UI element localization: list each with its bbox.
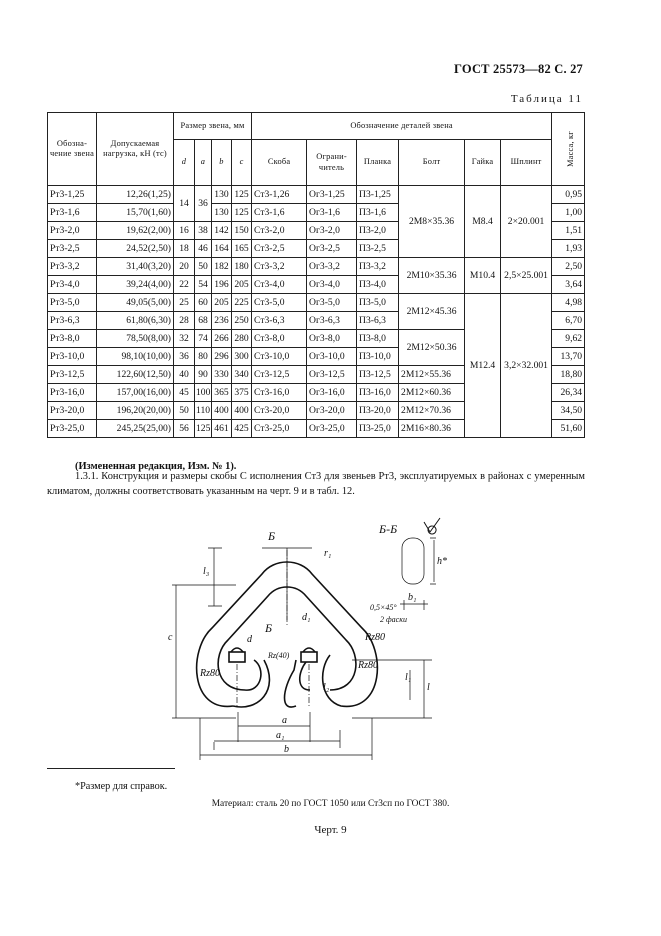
label-l2: l₂ — [323, 682, 330, 693]
col-shplint: Шплинт — [501, 140, 552, 186]
drawing-labels — [168, 522, 447, 755]
cell: Ст3-6,3 — [252, 312, 307, 330]
cell: 2М12×55.36 — [399, 366, 465, 384]
amendment-note: (Измененная редакция, Изм. № 1). — [75, 461, 237, 472]
label-h: h* — [437, 556, 447, 567]
page-header: ГОСТ 25573—82 С. 27 — [454, 62, 583, 76]
col-planka: Планка — [357, 140, 399, 186]
cell: 400 — [212, 402, 232, 420]
cell: Рт3-20,0 — [48, 402, 97, 420]
cell: 50 — [174, 402, 195, 420]
cell: 18,80 — [552, 366, 585, 384]
cell: 142 — [212, 222, 232, 240]
label-rz80-right: Rz80 — [358, 660, 378, 671]
cell: 34,50 — [552, 402, 585, 420]
cell: 205 — [232, 276, 252, 294]
cell: 296 — [212, 348, 232, 366]
col-ogranichitel: Ограни- читель — [307, 140, 357, 186]
cell: М10.4 — [465, 258, 501, 294]
cell: 130 — [212, 204, 232, 222]
cell: 180 — [232, 258, 252, 276]
cell: 125 — [232, 186, 252, 204]
cell: 68 — [195, 312, 212, 330]
cell: 39,24(4,00) — [97, 276, 174, 294]
col-b: b — [212, 140, 232, 186]
cell: Ст3-4,0 — [252, 276, 307, 294]
cell: Ст3-2,0 — [252, 222, 307, 240]
cell: Ст3-20,0 — [252, 402, 307, 420]
cell: 236 — [212, 312, 232, 330]
cell: 32 — [174, 330, 195, 348]
col-designation: Обозна- чение звена — [48, 113, 97, 186]
cell: 0,95 — [552, 186, 585, 204]
col-bolt: Болт — [399, 140, 465, 186]
cell: 3,2×32.001 — [501, 294, 552, 438]
cell: 13,70 — [552, 348, 585, 366]
cell: 24,52(2,50) — [97, 240, 174, 258]
cell: 330 — [212, 366, 232, 384]
col-mass: Масса, кг — [552, 113, 585, 186]
cell: 45 — [174, 384, 195, 402]
cell: 15,70(1,60) — [97, 204, 174, 222]
table-caption: Таблица 11 — [510, 93, 583, 105]
cell: П3-10,0 — [357, 348, 399, 366]
cell: 245,25(25,00) — [97, 420, 174, 438]
cell: 28 — [174, 312, 195, 330]
cell: Ог3-25,0 — [307, 420, 357, 438]
cell: Ог3-1,25 — [307, 186, 357, 204]
cell: 125 — [195, 420, 212, 438]
cell: 22 — [174, 276, 195, 294]
cell: Рт3-6,3 — [48, 312, 97, 330]
section-mark-bottom: Б — [265, 621, 273, 635]
cell: М12.4 — [465, 294, 501, 438]
col-size-group: Размер звена, мм — [174, 113, 252, 140]
cell: Ст3-10,0 — [252, 348, 307, 366]
cell: 130 — [212, 186, 232, 204]
cell: Ст3-2,5 — [252, 240, 307, 258]
cell: Ог3-3,2 — [307, 258, 357, 276]
label-a1: a₁ — [276, 730, 285, 741]
cell: Ст3-1,26 — [252, 186, 307, 204]
cell: 340 — [232, 366, 252, 384]
cell: 165 — [232, 240, 252, 258]
cell: 2М12×70.36 — [399, 402, 465, 420]
cell: 266 — [212, 330, 232, 348]
cell: П3-25,0 — [357, 420, 399, 438]
footnote: *Размер для справок. — [75, 781, 168, 792]
cell: 4,98 — [552, 294, 585, 312]
label-d1: d₁ — [302, 612, 311, 623]
material-note: Материал: сталь 20 по ГОСТ 1050 или Ст3сп по ГОСТ 380. — [211, 799, 450, 809]
cell: Ог3-16,0 — [307, 384, 357, 402]
cell: П3-8,0 — [357, 330, 399, 348]
cell: Ст3-25,0 — [252, 420, 307, 438]
cell: П3-4,0 — [357, 276, 399, 294]
label-c: c — [168, 632, 173, 643]
cell: 164 — [212, 240, 232, 258]
cell: 1,93 — [552, 240, 585, 258]
cell: Рт3-1,25 — [48, 186, 97, 204]
cell: 14 — [174, 186, 195, 222]
cell: 60 — [195, 294, 212, 312]
cell: 90 — [195, 366, 212, 384]
label-rz40: Rz(40) — [268, 651, 290, 660]
cell: Ог3-5,0 — [307, 294, 357, 312]
cell: 26,34 — [552, 384, 585, 402]
cell: П3-2,5 — [357, 240, 399, 258]
cell: П3-2,0 — [357, 222, 399, 240]
cell: Ст3-5,0 — [252, 294, 307, 312]
cell: 157,00(16,00) — [97, 384, 174, 402]
cell: 50 — [195, 258, 212, 276]
col-c: c — [232, 140, 252, 186]
col-gaika: Гайка — [465, 140, 501, 186]
col-a: a — [195, 140, 212, 186]
cell: Ог3-1,6 — [307, 204, 357, 222]
label-b1: b₁ — [408, 592, 417, 603]
cell: П3-6,3 — [357, 312, 399, 330]
col-load: Допускаемая нагрузка, кН (тс) — [97, 113, 174, 186]
cell: Ог3-10,0 — [307, 348, 357, 366]
cell: 2М12×60.36 — [399, 384, 465, 402]
cell: Рт3-10,0 — [48, 348, 97, 366]
col-parts-group: Обозначение деталей звена — [252, 113, 552, 140]
label-l: l — [427, 682, 430, 693]
cell: 205 — [212, 294, 232, 312]
cell: 3,64 — [552, 276, 585, 294]
label-b: b — [284, 744, 289, 755]
cell: Рт3-2,0 — [48, 222, 97, 240]
cell: 78,50(8,00) — [97, 330, 174, 348]
cell: 2М8×35.36 — [399, 186, 465, 258]
cell: 461 — [212, 420, 232, 438]
cell: 375 — [232, 384, 252, 402]
cell: 49,05(5,00) — [97, 294, 174, 312]
cell: 18 — [174, 240, 195, 258]
cell: 280 — [232, 330, 252, 348]
cell: 125 — [232, 204, 252, 222]
cell: 100 — [195, 384, 212, 402]
cell: 196 — [212, 276, 232, 294]
cell: П3-5,0 — [357, 294, 399, 312]
cell: 61,80(6,30) — [97, 312, 174, 330]
cell: П3-16,0 — [357, 384, 399, 402]
cell: Рт3-8,0 — [48, 330, 97, 348]
cell: Ог3-6,3 — [307, 312, 357, 330]
cell: Рт3-12,5 — [48, 366, 97, 384]
label-rz80-left: Rz80 — [200, 668, 220, 679]
cell: 300 — [232, 348, 252, 366]
cell: 2М16×80.36 — [399, 420, 465, 438]
cell: 38 — [195, 222, 212, 240]
section-title: Б-Б — [379, 522, 398, 536]
figure-caption: Черт. 9 — [314, 824, 347, 836]
cell: Ог3-8,0 — [307, 330, 357, 348]
cell: 2×20.001 — [501, 186, 552, 258]
cell: 2М12×45.36 — [399, 294, 465, 330]
cell: Ог3-12,5 — [307, 366, 357, 384]
cell: 1,51 — [552, 222, 585, 240]
cell: 46 — [195, 240, 212, 258]
cell: 54 — [195, 276, 212, 294]
cell: 2М10×35.36 — [399, 258, 465, 294]
roughness-sign-icon — [424, 518, 440, 534]
cell: 2,5×25.001 — [501, 258, 552, 294]
cell: Ст3-16,0 — [252, 384, 307, 402]
cell: 51,60 — [552, 420, 585, 438]
cell: 12,26(1,25) — [97, 186, 174, 204]
cell: 19,62(2,00) — [97, 222, 174, 240]
cell: П3-12,5 — [357, 366, 399, 384]
cell: 40 — [174, 366, 195, 384]
label-a: a — [282, 715, 287, 726]
cell: 9,62 — [552, 330, 585, 348]
cell: Ст3-8,0 — [252, 330, 307, 348]
cell: П3-20,0 — [357, 402, 399, 420]
col-d: d — [174, 140, 195, 186]
dimension-lines — [172, 538, 436, 760]
cell: 110 — [195, 402, 212, 420]
cell: Рт3-5,0 — [48, 294, 97, 312]
label-rz80-top: Rz80 — [365, 632, 385, 643]
cell: 74 — [195, 330, 212, 348]
cell: Рт3-1,6 — [48, 204, 97, 222]
label-r1: r₁ — [324, 548, 332, 559]
cell: 36 — [174, 348, 195, 366]
cell: 250 — [232, 312, 252, 330]
cell: Рт3-3,2 — [48, 258, 97, 276]
cell: 225 — [232, 294, 252, 312]
cell: 1,00 — [552, 204, 585, 222]
cell: 182 — [212, 258, 232, 276]
cell: 36 — [195, 186, 212, 222]
cell: П3-1,25 — [357, 186, 399, 204]
cell: 25 — [174, 294, 195, 312]
cell: Рт3-25,0 — [48, 420, 97, 438]
cell: 150 — [232, 222, 252, 240]
cell: Ог3-20,0 — [307, 402, 357, 420]
cell: 365 — [212, 384, 232, 402]
label-chamfer2: 2 фаски — [380, 615, 407, 624]
cell: Ог3-2,0 — [307, 222, 357, 240]
section-mark-top: Б — [268, 529, 276, 543]
cell: 31,40(3,20) — [97, 258, 174, 276]
label-d: d — [247, 634, 252, 645]
cell: Ст3-12,5 — [252, 366, 307, 384]
cell: Ог3-2,5 — [307, 240, 357, 258]
cell: 98,10(10,00) — [97, 348, 174, 366]
cell: 56 — [174, 420, 195, 438]
clause-text: 1.3.1. Конструкция и размеры скобы С исполнения Ст3 для звеньев Рт3, эксплуатируемых в районах с умеренным климатом, должны соответствовать указанным на черт. 9 и в табл. 12. — [47, 471, 585, 497]
cell: 20 — [174, 258, 195, 276]
cell: 80 — [195, 348, 212, 366]
label-l3: l₃ — [203, 566, 210, 577]
cell: П3-1,6 — [357, 204, 399, 222]
cell: 6,70 — [552, 312, 585, 330]
cell: П3-3,2 — [357, 258, 399, 276]
cell: Рт3-4,0 — [48, 276, 97, 294]
cell: Рт3-2,5 — [48, 240, 97, 258]
cell: 400 — [232, 402, 252, 420]
cell: Рт3-16,0 — [48, 384, 97, 402]
cell: М8.4 — [465, 186, 501, 258]
cell: 425 — [232, 420, 252, 438]
cell: 196,20(20,00) — [97, 402, 174, 420]
cell: 16 — [174, 222, 195, 240]
footnote-rule — [47, 768, 175, 769]
cell: Ст3-1,6 — [252, 204, 307, 222]
label-l1: l₁ — [405, 672, 412, 683]
cell: 2М12×50.36 — [399, 330, 465, 366]
cell: Ог3-4,0 — [307, 276, 357, 294]
col-skoba: Скоба — [252, 140, 307, 186]
cell: 2,50 — [552, 258, 585, 276]
cell: 122,60(12,50) — [97, 366, 174, 384]
cell: Ст3-3,2 — [252, 258, 307, 276]
label-chamfer: 0,5×45° — [370, 603, 397, 612]
